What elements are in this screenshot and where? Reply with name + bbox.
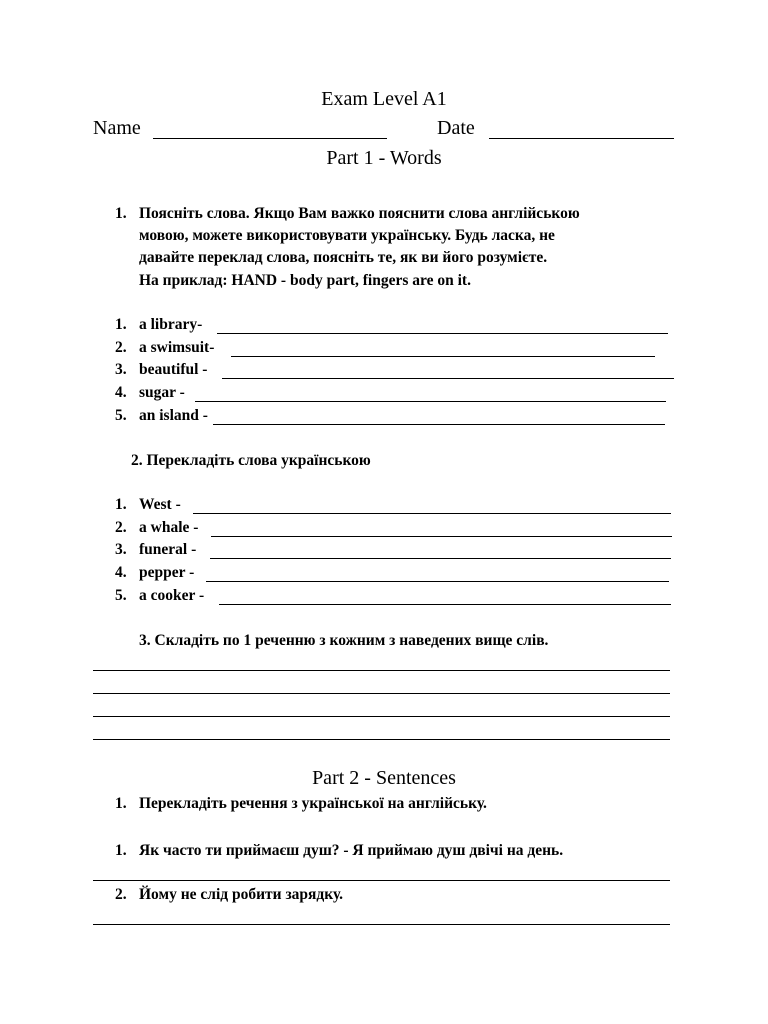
- task1-item-word: a swimsuit-: [139, 339, 215, 356]
- task1-answer-line[interactable]: [222, 378, 674, 379]
- task2-answer-line[interactable]: [211, 536, 672, 537]
- task1-item-word: an island -: [139, 407, 208, 424]
- task2-item-word: a whale -: [139, 519, 199, 536]
- task2-item-num: 5.: [115, 587, 127, 604]
- part1-title: Part 1 - Words: [326, 147, 442, 169]
- task1-instruction-line1: Поясніть слова. Якщо Вам важко пояснити слова англійською: [139, 205, 580, 222]
- task1-item-num: 4.: [115, 384, 127, 401]
- part2-instruction: Перекладіть речення з української на англійську.: [139, 795, 487, 812]
- sentence-num: 2.: [115, 886, 127, 903]
- date-label: Date: [437, 117, 475, 139]
- task1-item-num: 3.: [115, 361, 127, 378]
- date-field[interactable]: [489, 138, 674, 139]
- task3-heading: 3. Складіть по 1 реченню з кожним з наведених вище слів.: [139, 632, 549, 649]
- sentence-text: Як часто ти приймаєш душ? - Я приймаю душ двічі на день.: [139, 842, 564, 859]
- task2-item-word: funeral -: [139, 541, 197, 558]
- task2-item-word: a cooker -: [139, 587, 205, 604]
- name-label: Name: [93, 117, 141, 139]
- task1-item-word: sugar -: [139, 384, 185, 401]
- task2-heading: 2. Перекладіть слова українською: [131, 452, 371, 469]
- task2-item-word: pepper -: [139, 564, 195, 581]
- task2-answer-line[interactable]: [193, 513, 671, 514]
- task2-item-word: West -: [139, 496, 181, 513]
- exam-title: Exam Level A1: [321, 88, 447, 110]
- task2-item-num: 1.: [115, 496, 127, 513]
- task1-answer-line[interactable]: [217, 333, 668, 334]
- task1-answer-line[interactable]: [231, 356, 655, 357]
- task1-item-num: 5.: [115, 407, 127, 424]
- task1-instruction-line4: На приклад: HAND - body part, fingers are on it.: [139, 272, 471, 289]
- task1-item-word: a library-: [139, 316, 203, 333]
- sentence-num: 1.: [115, 842, 127, 859]
- task1-instruction-line2: мовою, можете використовувати українську. Будь ласка, не: [139, 227, 555, 244]
- task1-item-num: 2.: [115, 339, 127, 356]
- task1-answer-line[interactable]: [213, 424, 665, 425]
- task1-item-num: 1.: [115, 316, 127, 333]
- task3-answer-line[interactable]: [93, 739, 670, 740]
- task2-answer-line[interactable]: [219, 604, 671, 605]
- task2-item-num: 4.: [115, 564, 127, 581]
- task2-item-num: 3.: [115, 541, 127, 558]
- task2-item-num: 2.: [115, 519, 127, 536]
- task2-answer-line[interactable]: [210, 558, 671, 559]
- task2-answer-line[interactable]: [206, 581, 669, 582]
- task3-answer-line[interactable]: [93, 670, 670, 671]
- sentence-answer-line[interactable]: [93, 880, 670, 881]
- task1-answer-line[interactable]: [195, 401, 666, 402]
- task1-instruction-line3: давайте переклад слова, поясніть те, як ви його розумієте.: [139, 249, 548, 266]
- task3-answer-line[interactable]: [93, 693, 670, 694]
- part2-instruction-num: 1.: [115, 795, 127, 812]
- sentence-answer-line[interactable]: [93, 924, 670, 925]
- task1-number: 1.: [115, 205, 127, 222]
- task3-answer-line[interactable]: [93, 716, 670, 717]
- name-field[interactable]: [153, 138, 387, 139]
- part2-title: Part 2 - Sentences: [312, 767, 456, 789]
- sentence-text: Йому не слід робити зарядку.: [139, 886, 344, 903]
- task1-item-word: beautiful -: [139, 361, 208, 378]
